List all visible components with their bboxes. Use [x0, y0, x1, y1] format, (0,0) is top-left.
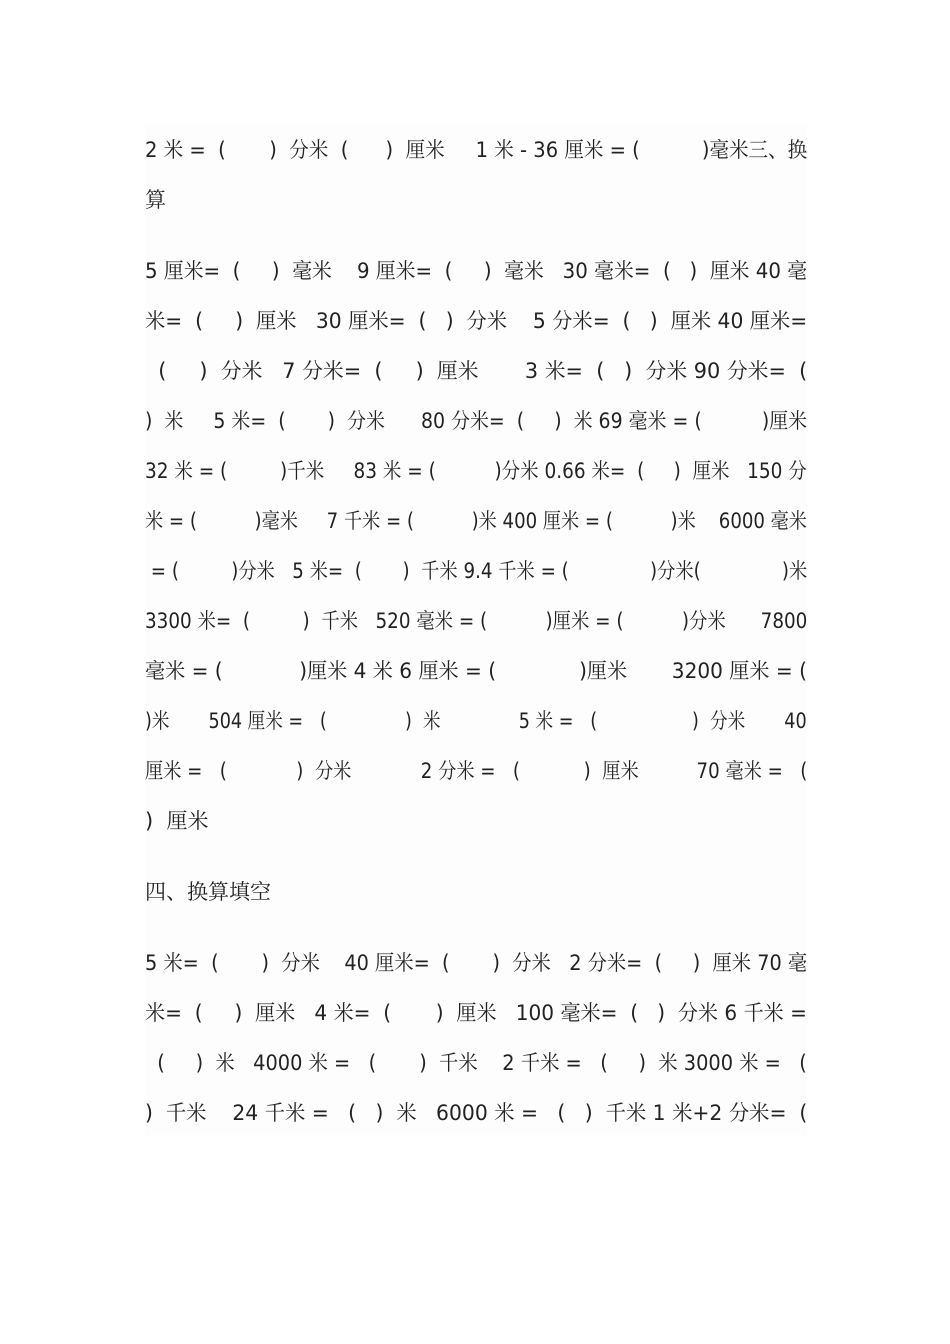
text-line: 厘米 = ( ) 分米 2 分米 = ( ) 厘米 70 毫米 = (: [145, 759, 808, 783]
text-line: 米= ( ) 厘米 4 米= ( ) 厘米 100 毫米= ( ) 分米 6 千米 =: [145, 1001, 807, 1025]
text-line: 2 米 = ( ) 分米 ( ) 厘米 1 米 - 36 厘米 = ( )毫米三、换: [145, 138, 808, 162]
document-content: [145, 125, 807, 1135]
text-line: ) 千米 24 千米 = ( ) 米 6000 米 = ( ) 千米 1 米+2 分米= (: [145, 1101, 808, 1125]
text-line: ) 厘米: [145, 809, 209, 833]
text-line: 5 米= ( ) 分米 40 厘米= ( ) 分米 2 分米= ( ) 厘米 70 毫: [145, 951, 808, 975]
text-line: 32 米 = ( )千米 83 米 = ( )分米 0.66 米= ( ) 厘米 150 分: [145, 459, 807, 483]
text-line: 5 厘米= ( ) 毫米 9 厘米= ( ) 毫米 30 毫米= ( ) 厘米 40 毫: [145, 259, 808, 283]
text-line: 算: [145, 188, 166, 212]
section-heading: 四、换算填空: [145, 880, 271, 904]
text-line: 3300 米= ( ) 千米 520 毫米 = ( )厘米 = ( )分米 7800: [145, 609, 808, 633]
text-line: )米 504 厘米 = ( ) 米 5 米 = ( ) 分米 40: [145, 709, 807, 733]
text-line: 米= ( ) 厘米 30 厘米= ( ) 分米 5 分米= ( ) 厘米 40 厘米=: [145, 309, 808, 333]
text-line: = ( )分米 5 米= ( ) 千米 9.4 千米 = ( )分米( )米: [145, 559, 808, 583]
text-line: 米 = ( )毫米 7 千米 = ( )米 400 厘米 = ( )米 6000 毫米: [145, 509, 807, 533]
text-line: ) 米 5 米= ( ) 分米 80 分米= ( ) 米 69 毫米 = ( )厘米: [145, 409, 808, 433]
text-line: ( ) 米 4000 米 = ( ) 千米 2 千米 = ( ) 米 3000 米 = (: [145, 1051, 807, 1075]
text-line: 毫米 = ( )厘米 4 米 6 厘米 = ( )厘米 3200 厘米 = (: [145, 659, 807, 683]
text-line: ( ) 分米 7 分米= ( ) 厘米 3 米= ( ) 分米 90 分米= (: [145, 359, 808, 383]
